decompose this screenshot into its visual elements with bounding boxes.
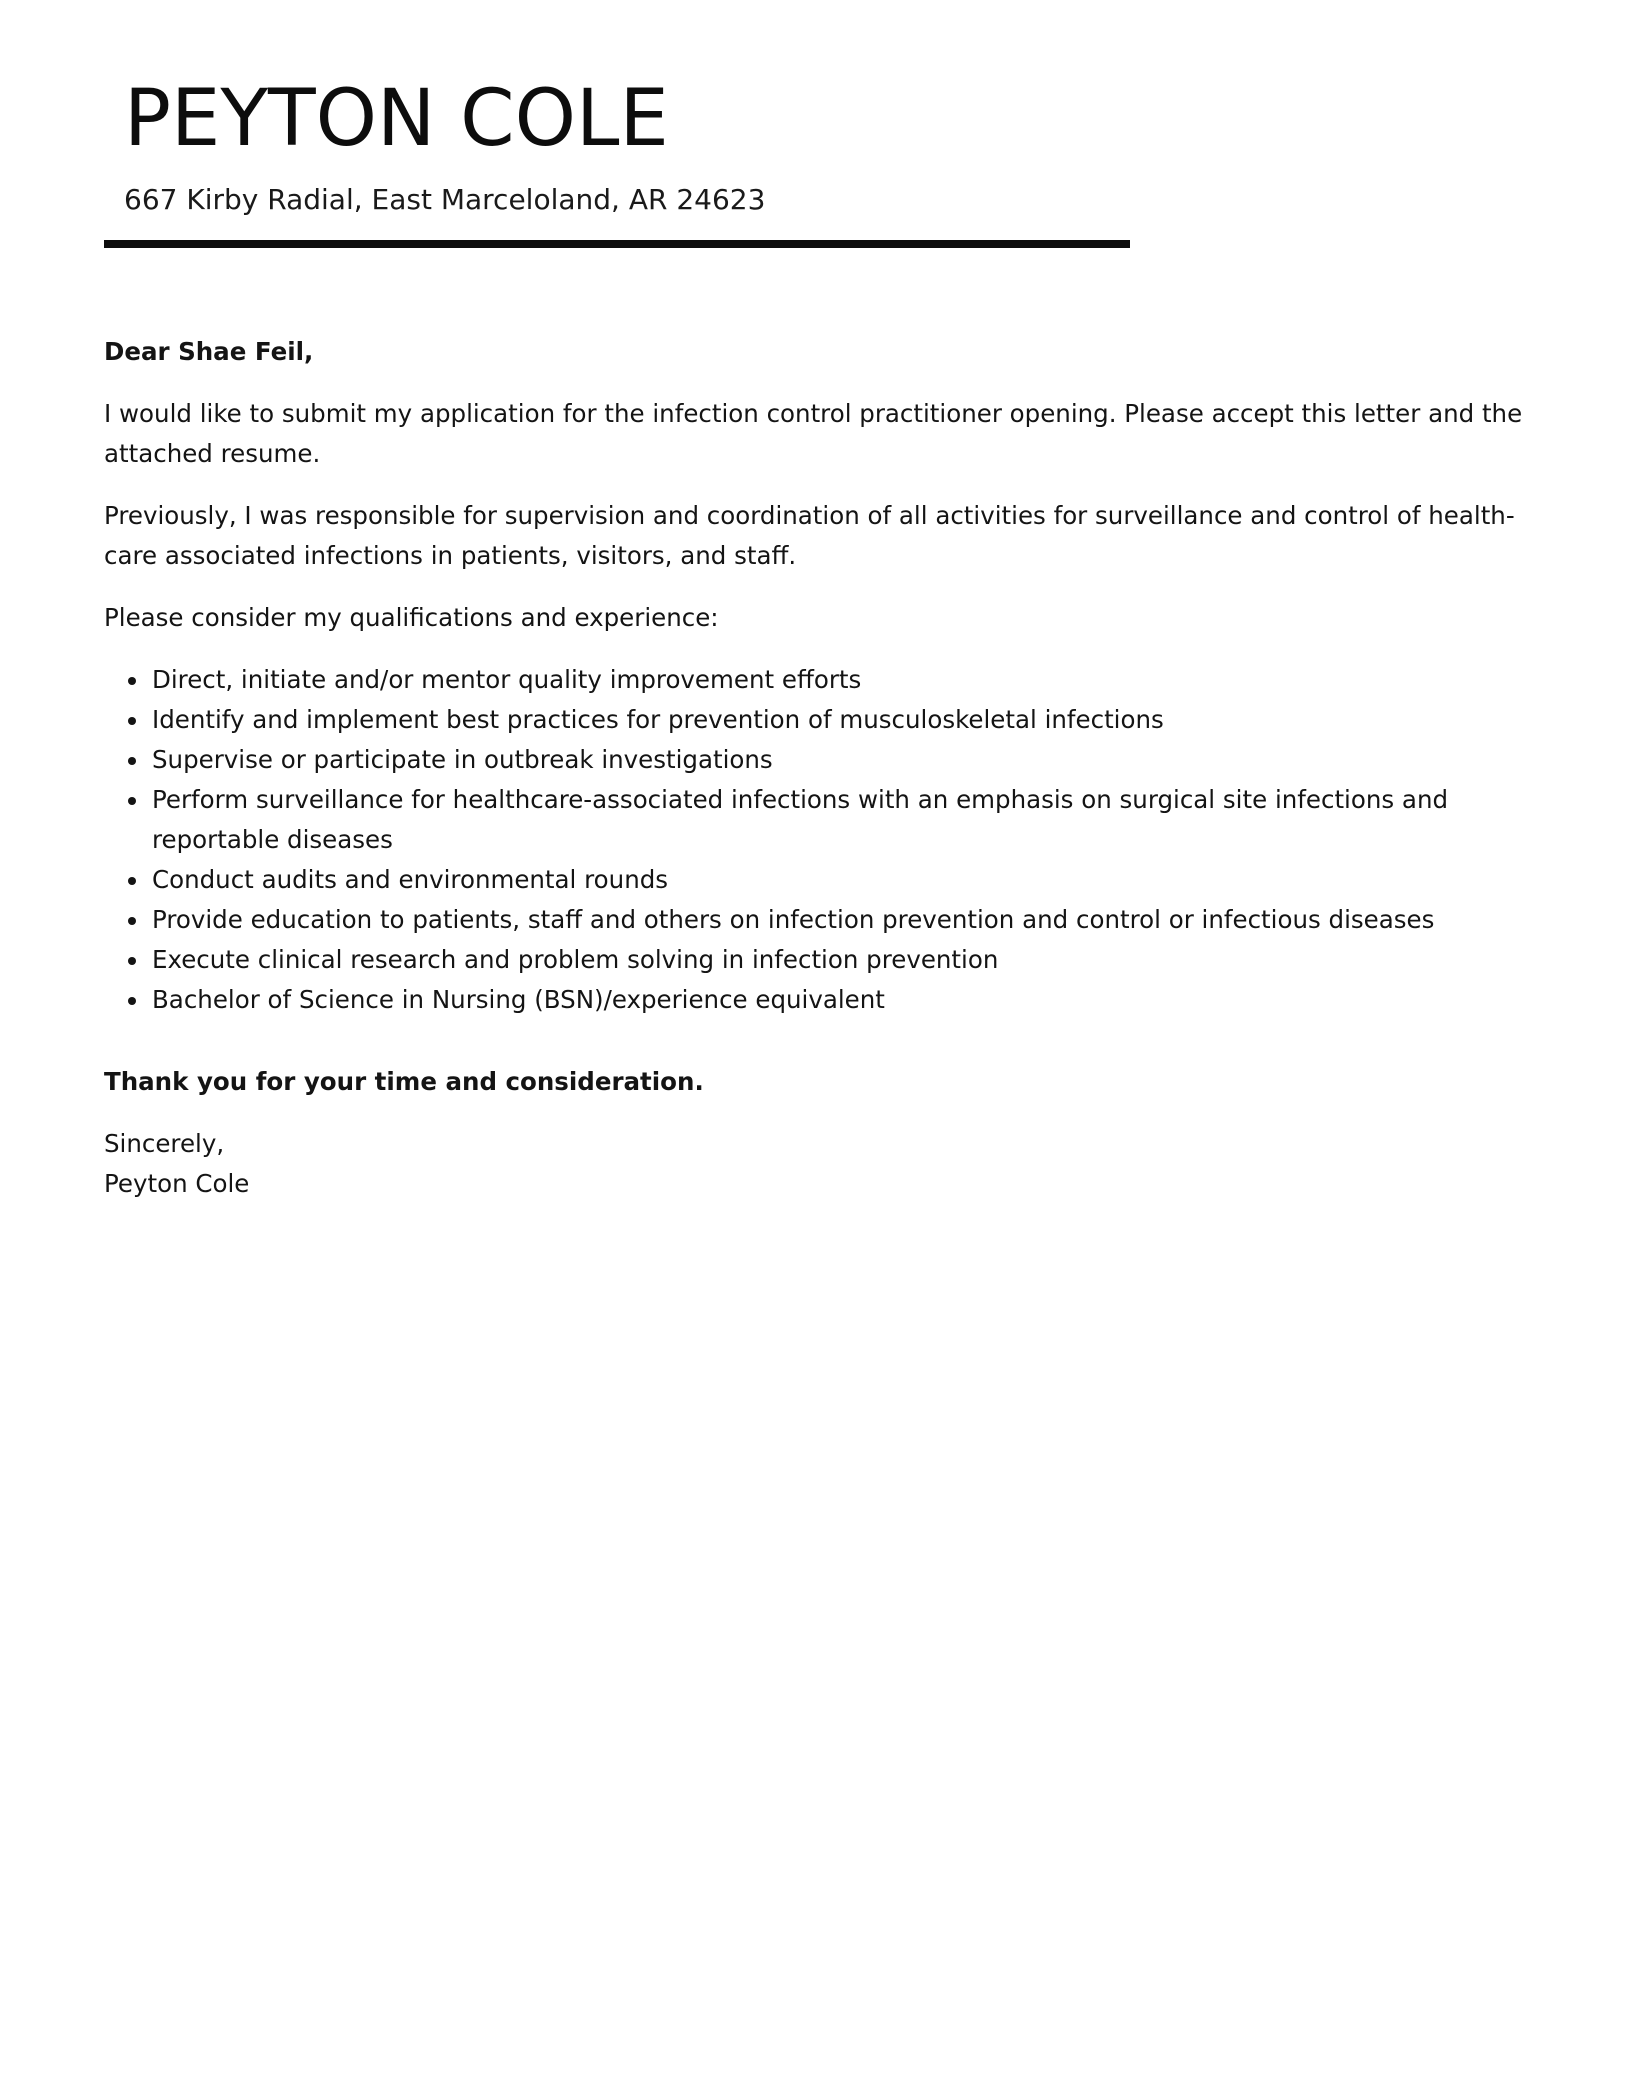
intro-paragraph: I would like to submit my application for the infection control practitioner opening. Please accept this letter and the attached resume. (104, 399, 1523, 468)
list-item: Bachelor of Science in Nursing (BSN)/experience equivalent (152, 980, 1524, 1020)
letter-body (104, 332, 1524, 1204)
qualifications-list (104, 660, 1524, 1020)
list-item: Direct, initiate and/or mentor quality improvement efforts (152, 660, 1524, 700)
list-item: Perform surveillance for healthcare-associated infections with an emphasis on surgical site infections and reportable diseases (152, 780, 1524, 860)
list-item: Conduct audits and environmental rounds (152, 860, 1524, 900)
letter-header (124, 72, 1124, 220)
applicant-address: 667 Kirby Radial, East Marceloland, AR 24623 (124, 183, 766, 216)
experience-paragraph: Previously, I was responsible for supervision and coordination of all activities for surveillance and control of health-care associated infections in patients, visitors, and staff. (104, 501, 1515, 570)
qualifications-intro: Please consider my qualifications and experience: (104, 603, 719, 632)
list-item: Execute clinical research and problem solving in infection prevention (152, 940, 1524, 980)
sign-off: Sincerely, (104, 1129, 225, 1158)
salutation: Dear Shae Feil, (104, 337, 314, 366)
list-item: Provide education to patients, staff and others on infection prevention and control or infectious diseases (152, 900, 1524, 940)
header-divider (104, 240, 1130, 248)
thank-you-line: Thank you for your time and consideration. (104, 1067, 704, 1096)
list-item: Identify and implement best practices for prevention of musculoskeletal infections (152, 700, 1524, 740)
applicant-name: PEYTON COLE (124, 74, 669, 164)
signature-name: Peyton Cole (104, 1169, 250, 1198)
list-item: Supervise or participate in outbreak investigations (152, 740, 1524, 780)
